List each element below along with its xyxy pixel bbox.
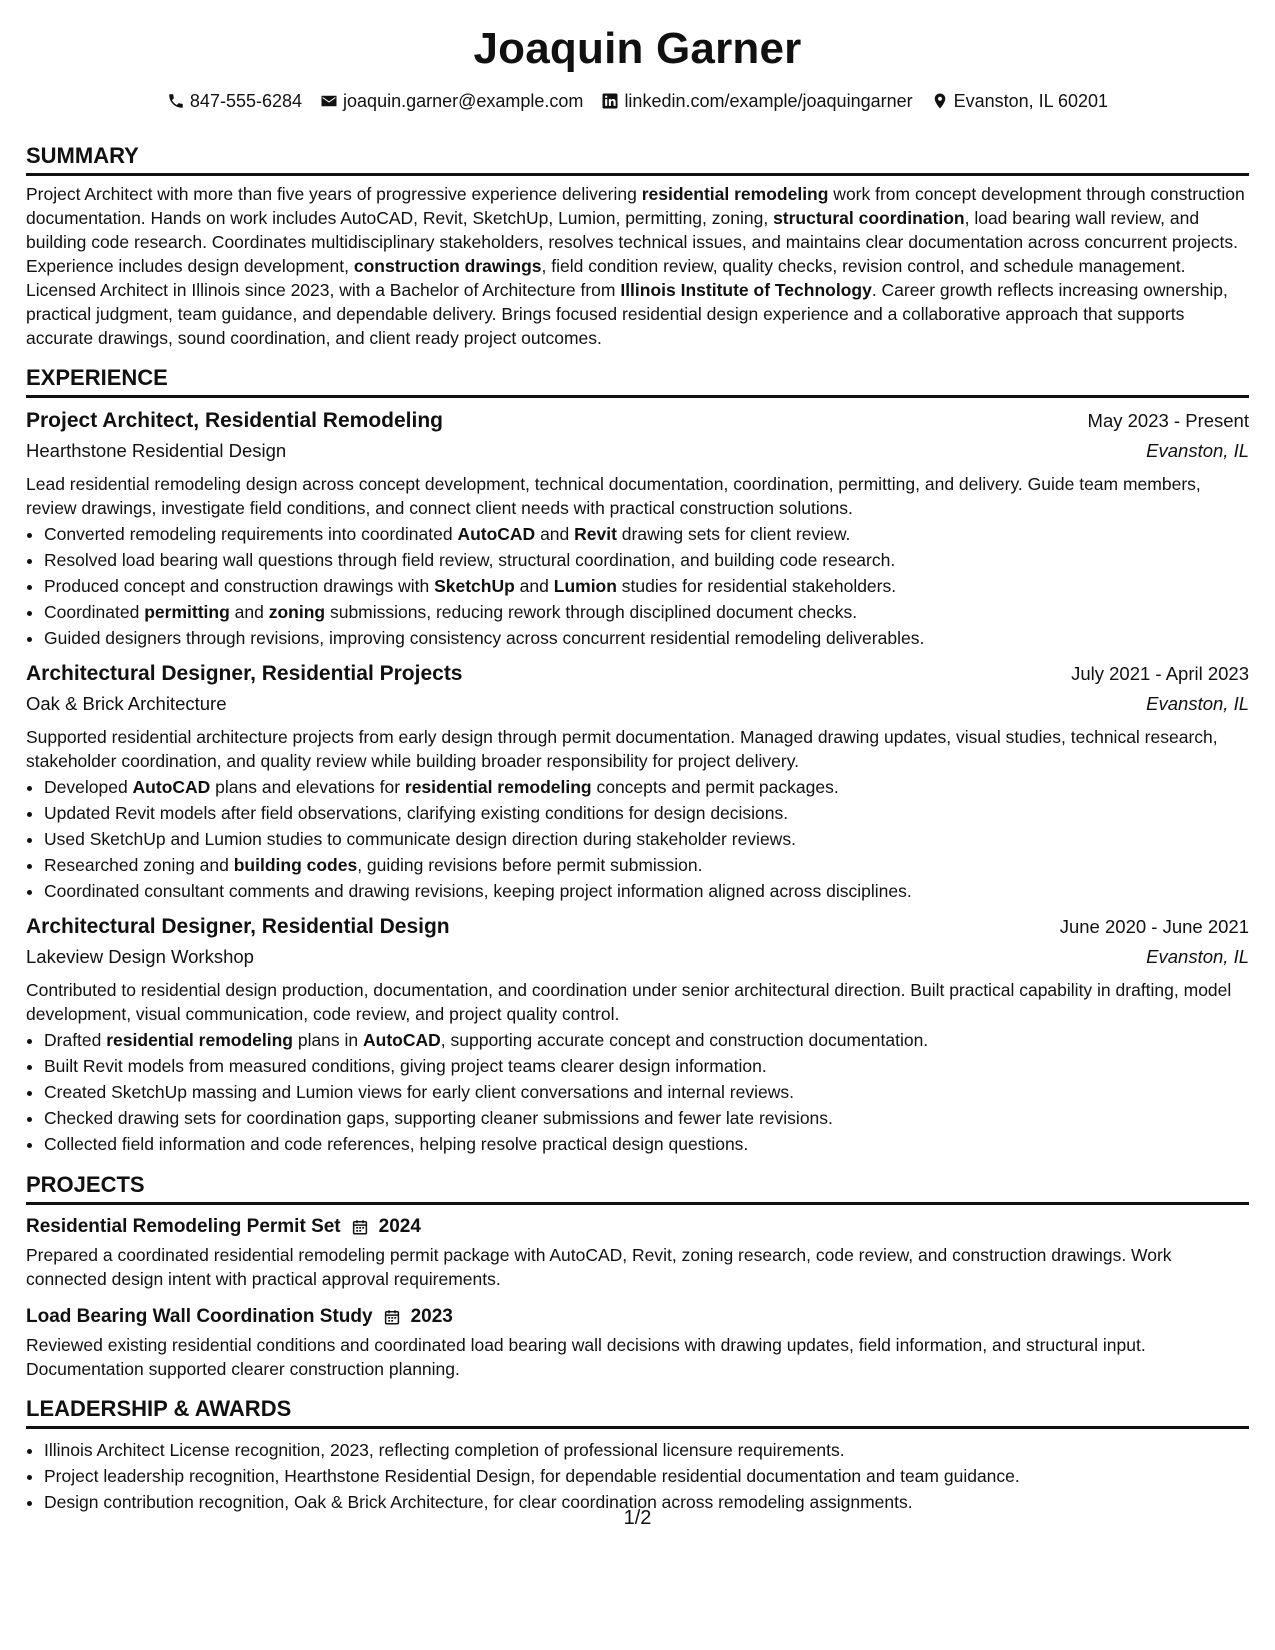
summary-text: Project Architect with more than five years of progressive experience delivering residential remodeling work from concept development through construction documentation. Hands on work includes AutoCAD, Revit, SketchUp, Lumion, permitting, zoning, structural coordination, load bearing wall review, and building code research. Coordinates multidisciplinary stakeholders, resolves technical issues, and maintains clear documentation across concurrent projects. Experience includes design development, construction drawings, field condition review, quality checks, revision control, and schedule management. Licensed Architect in Illinois since 2023, with a Bachelor of Architecture from Illinois Institute of Technology. Career growth reflects increasing ownership, practical judgment, team guidance, and dependable delivery. Brings focused residential design experience and a collaborative approach that supports accurate drawings, sound coordination, and client ready project outcomes. (26, 184, 1245, 348)
section-title-experience: EXPERIENCE (26, 364, 1249, 398)
list-item: • Developed AutoCAD plans and elevations for residential remodeling concepts and permit packages. (44, 774, 1249, 800)
job-bullets (26, 1027, 1249, 1157)
contact-phone (167, 90, 302, 112)
list-item: • Researched zoning and building codes, guiding revisions before permit submission. (44, 852, 1249, 878)
contact-linkedin[interactable] (601, 90, 912, 112)
candidate-name: Joaquin Garner (473, 24, 802, 73)
job-title: Architectural Designer, Residential Projects (26, 662, 463, 685)
job-dates: May 2023 - Present (1087, 410, 1249, 431)
job-dates: July 2021 - April 2023 (1071, 663, 1249, 684)
project-entry (26, 1303, 1249, 1381)
list-item: • Coordinated consultant comments and drawing revisions, keeping project information aligned across disciplines. (44, 878, 1249, 904)
job-location: Evanston, IL (1146, 440, 1249, 461)
phone-icon (167, 92, 185, 110)
contact-email[interactable] (320, 90, 583, 112)
location-text: Evanston, IL 60201 (953, 91, 1109, 111)
list-item: • Design contribution recognition, Oak & Brick Architecture, for clear coordination across remodeling assignments. (44, 1489, 1249, 1515)
project-description: Reviewed existing residential conditions and coordinated load bearing wall decisions with drawing updates, field information, and structural input. Documentation supported clearer construction planning. (26, 1335, 1146, 1379)
phone-text: 847-555-6284 (189, 91, 303, 111)
job-company: Oak & Brick Architecture (26, 693, 227, 714)
envelope-icon (320, 92, 338, 110)
list-item: • Resolved load bearing wall questions through field review, structural coordination, and building code research. (44, 547, 1249, 573)
job-entry (26, 659, 1249, 904)
contact-bar (26, 90, 1249, 112)
list-item: • Updated Revit models after field observations, clarifying existing conditions for design decisions. (44, 800, 1249, 826)
project-year: 2024 (378, 1216, 421, 1237)
job-dates: June 2020 - June 2021 (1059, 916, 1249, 937)
list-item: • Used SketchUp and Lumion studies to communicate design direction during stakeholder reviews. (44, 826, 1249, 852)
job-bullets (26, 774, 1249, 904)
list-item: • Collected field information and code references, helping resolve practical design questions. (44, 1131, 1249, 1157)
contact-location (931, 90, 1108, 112)
list-item: • Illinois Architect License recognition, 2023, reflecting completion of professional licensure requirements. (44, 1437, 1249, 1463)
linkedin-icon (601, 92, 619, 110)
section-title-projects: PROJECTS (26, 1171, 1249, 1205)
job-location: Evanston, IL (1146, 946, 1249, 967)
list-item: • Converted remodeling requirements into coordinated AutoCAD and Revit drawing sets for client review. (44, 521, 1249, 547)
job-bullets (26, 521, 1249, 651)
job-company: Hearthstone Residential Design (26, 440, 287, 461)
page-number: 1/2 (623, 1507, 652, 1529)
projects-section (26, 1171, 1249, 1381)
section-title-leadership: LEADERSHIP & AWARDS (26, 1395, 1249, 1429)
list-item: • Produced concept and construction drawings with SketchUp and Lumion studies for residential stakeholders. (44, 573, 1249, 599)
job-entry (26, 406, 1249, 651)
linkedin-text: linkedin.com/example/joaquingarner (624, 91, 913, 111)
project-name: Load Bearing Wall Coordination Study (26, 1306, 373, 1327)
experience-section (26, 364, 1249, 1157)
list-item: • Coordinated permitting and zoning submissions, reducing rework through disciplined document checks. (44, 599, 1249, 625)
list-item: • Created SketchUp massing and Lumion views for early client conversations and internal reviews. (44, 1079, 1249, 1105)
job-description: Contributed to residential design production, documentation, and coordination under senior architectural direction. Built practical capability in drafting, model development, visual communication, code review, and project quality control. (26, 980, 1232, 1024)
project-year: 2023 (410, 1306, 453, 1327)
project-description: Prepared a coordinated residential remodeling permit package with AutoCAD, Revit, zoning research, code review, and construction drawings. Work connected design intent with practical approval requirements. (26, 1245, 1172, 1289)
list-item: • Built Revit models from measured conditions, giving project teams clearer design information. (44, 1053, 1249, 1079)
job-description: Lead residential remodeling design across concept development, technical documentation, coordination, permitting, and delivery. Guide team members, review drawings, investigate field conditions, and connect client needs with practical construction solutions. (26, 474, 1201, 518)
leadership-section (26, 1395, 1249, 1515)
list-item: • Project leadership recognition, Hearthstone Residential Design, for dependable residential documentation and team guidance. (44, 1463, 1249, 1489)
list-item: • Guided designers through revisions, improving consistency across concurrent residential remodeling deliverables. (44, 625, 1249, 651)
project-name: Residential Remodeling Permit Set (26, 1216, 341, 1237)
job-description: Supported residential architecture projects from early design through permit documentation. Managed drawing updates, visual studies, technical research, stakeholder coordination, and quality review while building broader responsibility for project delivery. (26, 727, 1218, 771)
map-pin-icon (931, 92, 949, 110)
email-text: joaquin.garner@example.com (343, 91, 584, 111)
list-item: • Checked drawing sets for coordination gaps, supporting cleaner submissions and fewer late revisions. (44, 1105, 1249, 1131)
job-company: Lakeview Design Workshop (26, 946, 254, 967)
summary-section (26, 142, 1249, 350)
job-entry (26, 912, 1249, 1157)
list-item: • Drafted residential remodeling plans in AutoCAD, supporting accurate concept and construction documentation. (44, 1027, 1249, 1053)
leadership-bullets (26, 1437, 1249, 1515)
calendar-icon (383, 1308, 401, 1326)
calendar-icon (351, 1218, 369, 1236)
section-title-summary: SUMMARY (26, 142, 1249, 176)
job-location: Evanston, IL (1146, 693, 1249, 714)
project-entry (26, 1213, 1249, 1291)
job-title: Project Architect, Residential Remodeling (26, 409, 443, 432)
job-title: Architectural Designer, Residential Design (26, 915, 450, 938)
